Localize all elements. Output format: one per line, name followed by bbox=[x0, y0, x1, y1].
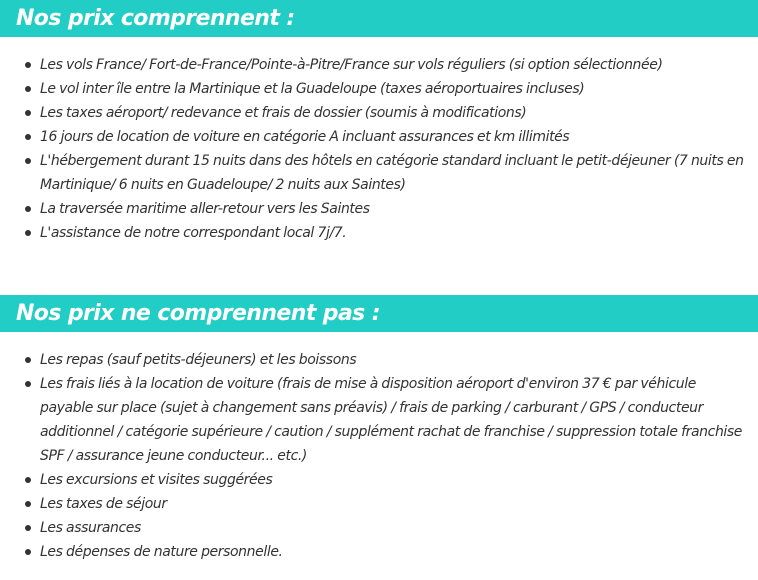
excluded-section-header bbox=[0, 295, 758, 332]
list-item-text: Les vols France/ Fort-de-France/Pointe-à-Pitre/France sur vols réguliers (si option sélectionnée) bbox=[40, 57, 663, 73]
list-item bbox=[0, 516, 750, 540]
bullet-icon bbox=[25, 158, 31, 164]
list-item-text: Les frais liés à la location de voiture (frais de mise à disposition aéroport d'environ 37 € par véhicule payable sur place (sujet à changement sans préavis) / frais de parking / carburant / GPS / conducteur additionnel / catégorie supérieure / caution / supplément rachat de franchise / suppression totale franchise SPF / assurance jeune conducteur... etc.) bbox=[40, 376, 743, 464]
list-item-text: La traversée maritime aller-retour vers les Saintes bbox=[40, 201, 370, 217]
list-item-text: L'assistance de notre correspondant local 7j/7. bbox=[40, 225, 347, 241]
list-item bbox=[0, 149, 750, 197]
list-item bbox=[0, 101, 750, 125]
included-list bbox=[0, 53, 750, 245]
list-item-text: Les excursions et visites suggérées bbox=[40, 472, 273, 488]
list-item-text: Le vol inter île entre la Martinique et la Guadeloupe (taxes aéroportuaires incluses) bbox=[40, 81, 585, 97]
bullet-icon bbox=[25, 86, 31, 92]
list-item bbox=[0, 492, 750, 516]
bullet-icon bbox=[25, 206, 31, 212]
list-item bbox=[0, 125, 750, 149]
bullet-icon bbox=[25, 134, 31, 140]
bullet-icon bbox=[25, 230, 31, 236]
bullet-icon bbox=[25, 381, 31, 387]
list-item bbox=[0, 348, 750, 372]
list-item-text: Les dépenses de nature personnelle. bbox=[40, 544, 283, 560]
bullet-icon bbox=[25, 501, 31, 507]
list-item bbox=[0, 468, 750, 492]
list-item bbox=[0, 372, 750, 468]
bullet-icon bbox=[25, 525, 31, 531]
excluded-list bbox=[0, 348, 750, 564]
bullet-icon bbox=[25, 549, 31, 555]
list-item bbox=[0, 77, 750, 101]
list-item bbox=[0, 540, 750, 564]
bullet-icon bbox=[25, 477, 31, 483]
list-item bbox=[0, 53, 750, 77]
list-item-text: Les taxes aéroport/ redevance et frais de dossier (soumis à modifications) bbox=[40, 105, 527, 121]
list-item bbox=[0, 221, 750, 245]
list-item-text: L'hébergement durant 15 nuits dans des hôtels en catégorie standard incluant le petit-déjeuner (7 nuits en Martinique/ 6 nuits en Guadeloupe/ 2 nuits aux Saintes) bbox=[40, 153, 744, 193]
included-section-header bbox=[0, 0, 758, 37]
list-item-text: Les repas (sauf petits-déjeuners) et les boissons bbox=[40, 352, 357, 368]
included-section-title: Nos prix comprennent : bbox=[16, 6, 295, 31]
bullet-icon bbox=[25, 110, 31, 116]
list-item bbox=[0, 197, 750, 221]
list-item-text: Les taxes de séjour bbox=[40, 496, 167, 512]
bullet-icon bbox=[25, 357, 31, 363]
excluded-section-title: Nos prix ne comprennent pas : bbox=[16, 301, 380, 326]
bullet-icon bbox=[25, 62, 31, 68]
list-item-text: 16 jours de location de voiture en catégorie A incluant assurances et km illimités bbox=[40, 129, 570, 145]
list-item-text: Les assurances bbox=[40, 520, 141, 536]
